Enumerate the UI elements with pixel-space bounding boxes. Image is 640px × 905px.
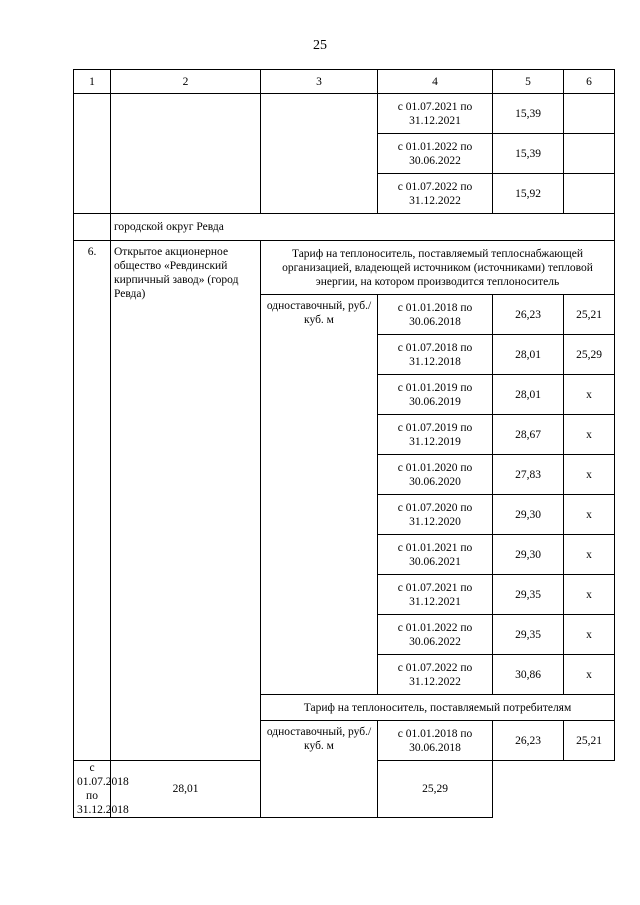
extra-cell: 25,29: [564, 335, 615, 375]
period-cell: с 01.01.2022 по 30.06.2022: [378, 134, 493, 174]
value-cell: 28,01: [111, 761, 261, 818]
col-header: 1: [74, 70, 111, 94]
col-header: 5: [493, 70, 564, 94]
table-row: [74, 94, 615, 134]
page-number: 25: [313, 38, 327, 53]
value-cell: 15,92: [493, 174, 564, 214]
value-cell: 30,86: [493, 655, 564, 695]
period-cell: с 01.01.2020 по 30.06.2020: [378, 455, 493, 495]
value-cell: 29,35: [493, 615, 564, 655]
value-cell: 26,23: [493, 721, 564, 761]
rate-type: одноставочный, руб./куб. м: [261, 721, 378, 818]
extra-cell: х: [564, 375, 615, 415]
period-cell: с 01.01.2018 по 30.06.2018: [378, 295, 493, 335]
period-cell: с 01.01.2022 по 30.06.2022: [378, 615, 493, 655]
col-header: 6: [564, 70, 615, 94]
value-cell: 29,30: [493, 495, 564, 535]
empty-cell: [74, 214, 111, 241]
col-header: 3: [261, 70, 378, 94]
extra-cell: х: [564, 615, 615, 655]
header-row: [74, 70, 615, 94]
org-number: 6.: [74, 241, 111, 761]
period-cell: с 01.07.2020 по 31.12.2020: [378, 495, 493, 535]
extra-cell: х: [564, 655, 615, 695]
extra-cell: [564, 134, 615, 174]
section-title-row: [74, 241, 615, 295]
value-cell: 28,01: [493, 335, 564, 375]
extra-cell: х: [564, 535, 615, 575]
period-cell: с 01.07.2022 по 31.12.2022: [378, 174, 493, 214]
org-name: Открытое акционерное общество «Ревдинский кирпичный завод» (город Ревда): [111, 241, 261, 761]
period-cell: с 01.07.2022 по 31.12.2022: [378, 655, 493, 695]
empty-cell: [261, 94, 378, 214]
empty-cell: [74, 94, 111, 214]
value-cell: 28,67: [493, 415, 564, 455]
col-header: 2: [111, 70, 261, 94]
period-cell: с 01.07.2021 по 31.12.2021: [378, 94, 493, 134]
value-cell: 15,39: [493, 94, 564, 134]
extra-cell: 25,21: [564, 295, 615, 335]
section-title: Тариф на теплоноситель, поставляемый потребителям: [261, 695, 615, 721]
tariff-table: [73, 69, 615, 818]
period-cell: с 01.07.2019 по 31.12.2019: [378, 415, 493, 455]
rate-type: одноставочный, руб./куб. м: [261, 295, 378, 695]
period-cell: с 01.07.2018 по 31.12.2018: [378, 335, 493, 375]
district-row: [74, 214, 615, 241]
value-cell: 28,01: [493, 375, 564, 415]
extra-cell: [564, 174, 615, 214]
period-cell: с 01.07.2018 по 31.12.2018: [74, 761, 111, 818]
period-cell: с 01.01.2018 по 30.06.2018: [378, 721, 493, 761]
extra-cell: х: [564, 415, 615, 455]
extra-cell: х: [564, 455, 615, 495]
extra-cell: [564, 94, 615, 134]
value-cell: 29,35: [493, 575, 564, 615]
value-cell: 29,30: [493, 535, 564, 575]
value-cell: 27,83: [493, 455, 564, 495]
empty-cell: [111, 94, 261, 214]
period-cell: с 01.01.2021 по 30.06.2021: [378, 535, 493, 575]
extra-cell: х: [564, 495, 615, 535]
section-title: Тариф на теплоноситель, поставляемый теплоснабжающей организацией, владеющей источником (источниками) тепловой энергии, на котором производится теплоноситель: [261, 241, 615, 295]
period-cell: с 01.07.2021 по 31.12.2021: [378, 575, 493, 615]
col-header: 4: [378, 70, 493, 94]
extra-cell: х: [564, 575, 615, 615]
period-cell: с 01.01.2019 по 30.06.2019: [378, 375, 493, 415]
value-cell: 26,23: [493, 295, 564, 335]
district-name: городской округ Ревда: [111, 214, 615, 241]
extra-cell: 25,21: [564, 721, 615, 761]
extra-cell: 25,29: [378, 761, 493, 818]
value-cell: 15,39: [493, 134, 564, 174]
